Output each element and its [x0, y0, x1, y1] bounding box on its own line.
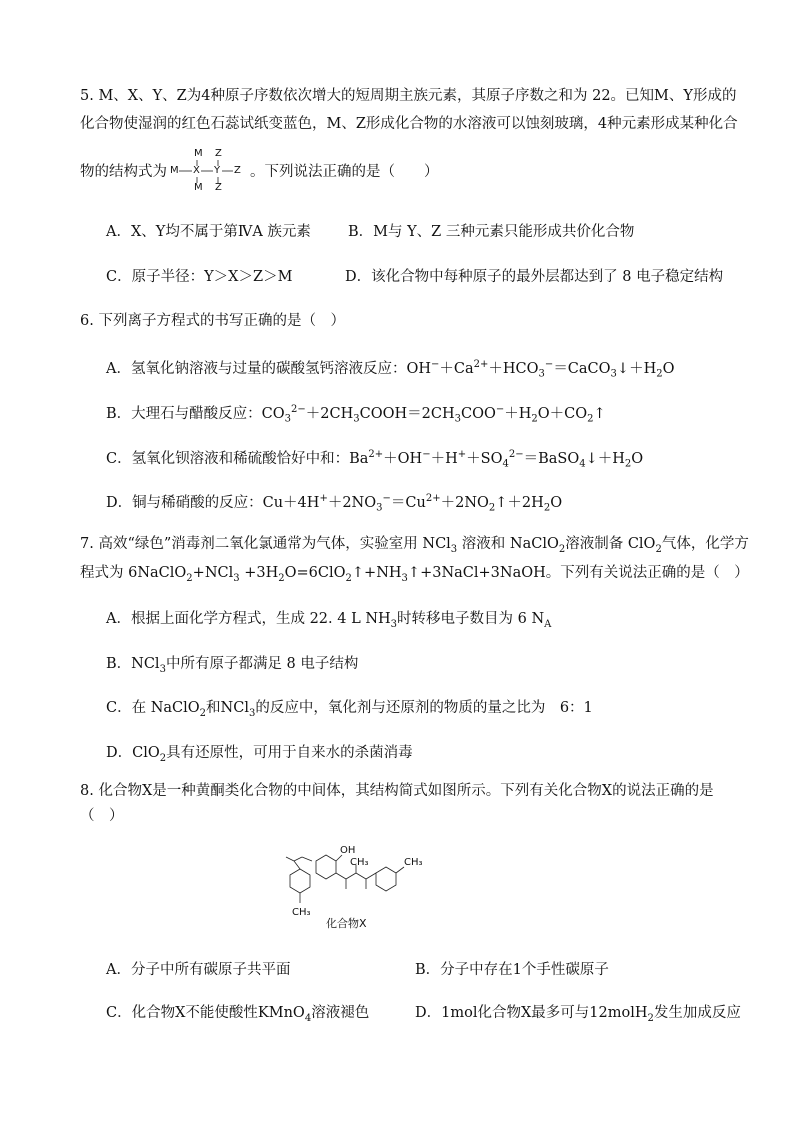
q6-option-c: C．氢氧化钡溶液和稀硫酸恰好中和：$Ba^{2+}+OH^-+H^++SO_4^{2-}=BaSO_4↓+H_2O$: [106, 449, 644, 470]
q5-line3: [80, 162, 167, 182]
q5-option-d: D．该化合物中每种原子的最外层都达到了 8 电子稳定结构: [345, 269, 724, 285]
struct-z-right: Z: [234, 165, 241, 176]
q5-line3-suffix: 。下列说法正确的是（ ）: [250, 164, 439, 180]
q7-option-d: D．ClO$_2$具有还原性，可用于自来水的杀菌消毒: [106, 745, 413, 764]
q5-option-a: A．X、Y均不属于第ⅣA 族元素: [106, 224, 311, 240]
q7-line1: 7. 高效“绿色”消毒剂二氧化氯通常为气体，实验室用 NCl$_3$ 溶液和 NaClO$_2$溶液制备 ClO$_2$气体，化学方: [80, 536, 749, 555]
struct-z-top: Z: [215, 148, 222, 159]
label-ch3-right: CH₃: [404, 857, 423, 868]
label-ch3-bottom: CH₃: [292, 907, 311, 918]
q5-line2: 化合物使湿润的红色石蕊试纸变蓝色，M、Z形成化合物的水溶液可以蚀刻玻璃，4种元素形成某种化合: [80, 116, 738, 132]
q8-option-b: B．分子中存在1个手性碳原子: [415, 962, 609, 978]
q7-option-c: C．在 NaClO$_2$和NCl$_3$的反应中，氧化剂与还原剂的物质的量之比为 6：1: [106, 700, 593, 719]
q5-line1: 5. M、X、Y、Z为4种原子序数依次增大的短周期主族元素，其原子序数之和为 22。已知M、Y形成的: [80, 88, 737, 104]
q8-line2: （ ）: [80, 808, 124, 824]
label-ch3-top: CH₃: [350, 857, 369, 868]
q6-option-d: D．铜与稀硝酸的反应：$Cu+4H^++2NO_3^-=Cu^{2+}+2NO_2↑+2H_2O$: [106, 493, 563, 514]
q5-structure: [170, 148, 250, 194]
struct-bonds: [170, 148, 250, 194]
q5-option-b: B．M与 Y、Z 三种元素只能形成共价化合物: [348, 224, 635, 240]
q8-line1: 8. 化合物X是一种黄酮类化合物的中间体，其结构简式如图所示。下列有关化合物X的说法正确的是: [80, 783, 714, 799]
struct-y: Y: [214, 165, 221, 176]
q6-stem: 6. 下列离子方程式的书写正确的是（ ）: [80, 313, 345, 329]
struct-x: X: [193, 165, 200, 176]
struct-m-top: M: [194, 148, 203, 159]
q8-option-c: C．化合物X不能使酸性KMnO$_4$溶液褪色: [106, 1005, 370, 1024]
q8-option-d: D．1mol化合物X最多可与12molH$_2$发生加成反应: [415, 1005, 741, 1024]
figure-caption: 化合物X: [326, 917, 367, 930]
q5-line3-prefix: 物的结构式为: [80, 164, 167, 180]
q8-option-a: A．分子中所有碳原子共平面: [106, 962, 291, 978]
q7-option-b: B．NCl$_3$中所有原子都满足 8 电子结构: [106, 656, 359, 675]
q7-line2: 程式为 6NaClO$_2$+NCl$_3$ $+3H_2O=6ClO_2↑+NH_3↑+3NaCl+3NaOH$。下列有关说法正确的是（ ）: [80, 565, 749, 584]
struct-m-bottom: M: [194, 182, 203, 193]
q5-option-c: C．原子半径：Y＞X＞Z＞M: [106, 269, 293, 285]
compound-x-figure: [270, 845, 440, 935]
struct-z-bottom: Z: [215, 182, 222, 193]
q6-option-a: A．氢氧化钠溶液与过量的碳酸氢钙溶液反应：$OH^-+Ca^{2+}+HCO_3^-=CaCO_3↓+H_2O$: [106, 359, 675, 380]
struct-m-left: M: [170, 165, 179, 176]
q6-option-b: B．大理石与醋酸反应：$CO_3^{2-}+2CH_3COOH=2CH_3COO^-+H_2O+CO_2↑$: [106, 404, 606, 425]
label-oh: OH: [340, 845, 356, 856]
q7-option-a: A．根据上面化学方程式，生成 22. 4 L $NH_3$时转移电子数目为 6 $N_A$: [106, 611, 552, 630]
